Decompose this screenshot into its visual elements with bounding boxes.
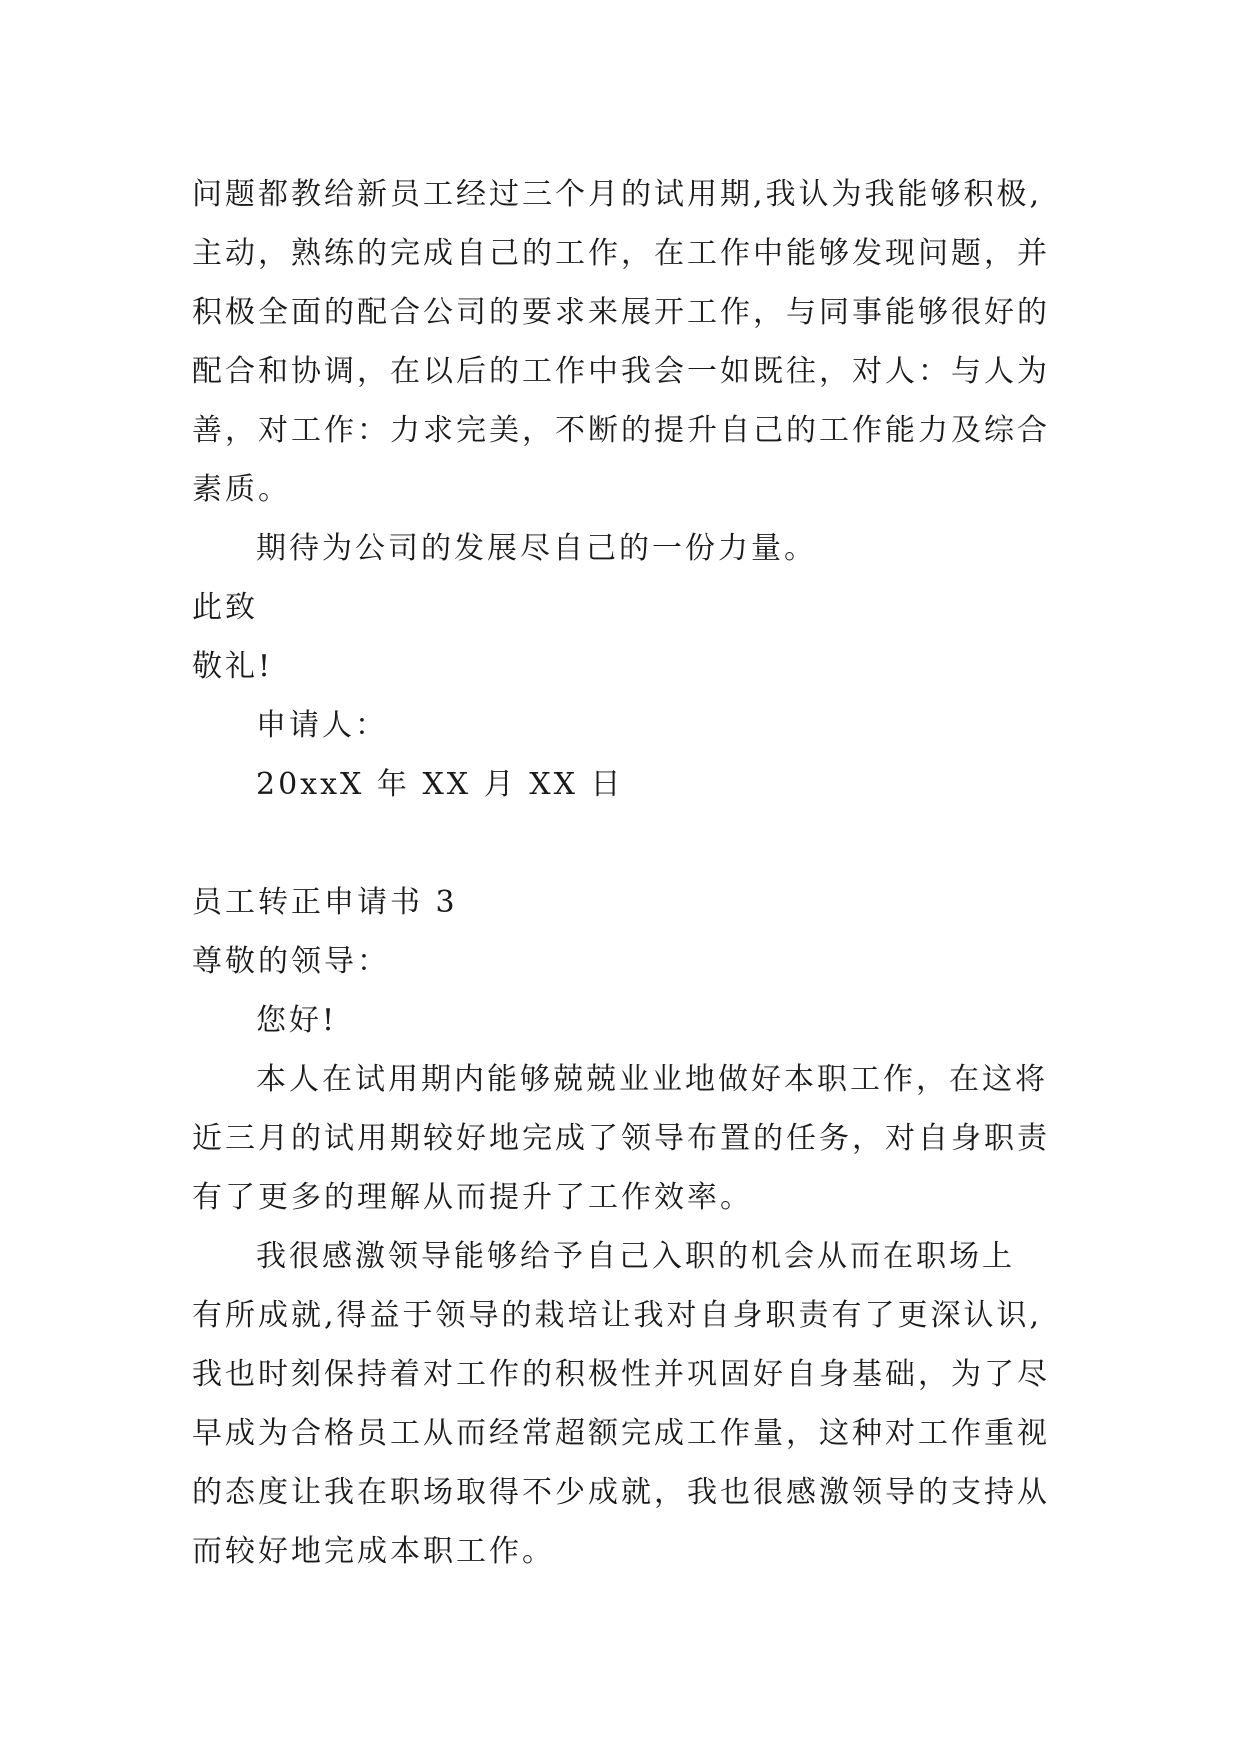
body-line: 善，对工作：力求完美，不断的提升自己的工作能力及综合 — [192, 413, 1050, 448]
body-line: 近三月的试用期较好地完成了领导布置的任务，对自身职责 — [192, 1121, 1050, 1156]
closing-jingli: 敬礼! — [192, 649, 274, 684]
body-line: 素质。 — [192, 472, 291, 507]
expectation-line: 期待为公司的发展尽自己的一份力量。 — [256, 531, 817, 566]
body-line: 的态度让我在职场取得不少成就，我也很感激领导的支持从 — [192, 1475, 1050, 1510]
body-line: 我很感激领导能够给予自己入职的机会从而在职场上 — [256, 1239, 1015, 1274]
document-page — [192, 165, 1072, 1581]
closing-cizhi: 此致 — [192, 590, 258, 625]
body-line: 积极全面的配合公司的要求来展开工作，与同事能够很好的 — [192, 295, 1050, 330]
salutation: 尊敬的领导： — [192, 944, 390, 979]
applicant-label: 申请人： — [256, 708, 388, 743]
body-line: 我也时刻保持着对工作的积极性并巩固好自身基础，为了尽 — [192, 1357, 1050, 1392]
section-gap — [192, 814, 1072, 873]
body-line: 问题都教给新员工经过三个月的试用期,我认为我能够积极, — [192, 177, 1043, 212]
body-line: 有所成就,得益于领导的栽培让我对自身职责有了更深认识, — [192, 1298, 1043, 1333]
body-line: 而较好地完成本职工作。 — [192, 1534, 555, 1569]
body-line: 主动，熟练的完成自己的工作，在工作中能够发现问题，并 — [192, 236, 1050, 271]
greeting: 您好! — [256, 1003, 338, 1038]
body-line: 早成为合格员工从而经常超额完成工作量，这种对工作重视 — [192, 1416, 1050, 1451]
body-line: 本人在试用期内能够兢兢业业地做好本职工作，在这将 — [256, 1062, 1048, 1097]
body-line: 有了更多的理解从而提升了工作效率。 — [192, 1180, 753, 1215]
body-line: 配合和协调，在以后的工作中我会一如既往，对人：与人为 — [192, 354, 1050, 389]
section-title: 员工转正申请书 3 — [192, 885, 458, 920]
signature-date: 20xxX 年 XX 月 XX 日 — [256, 767, 624, 802]
